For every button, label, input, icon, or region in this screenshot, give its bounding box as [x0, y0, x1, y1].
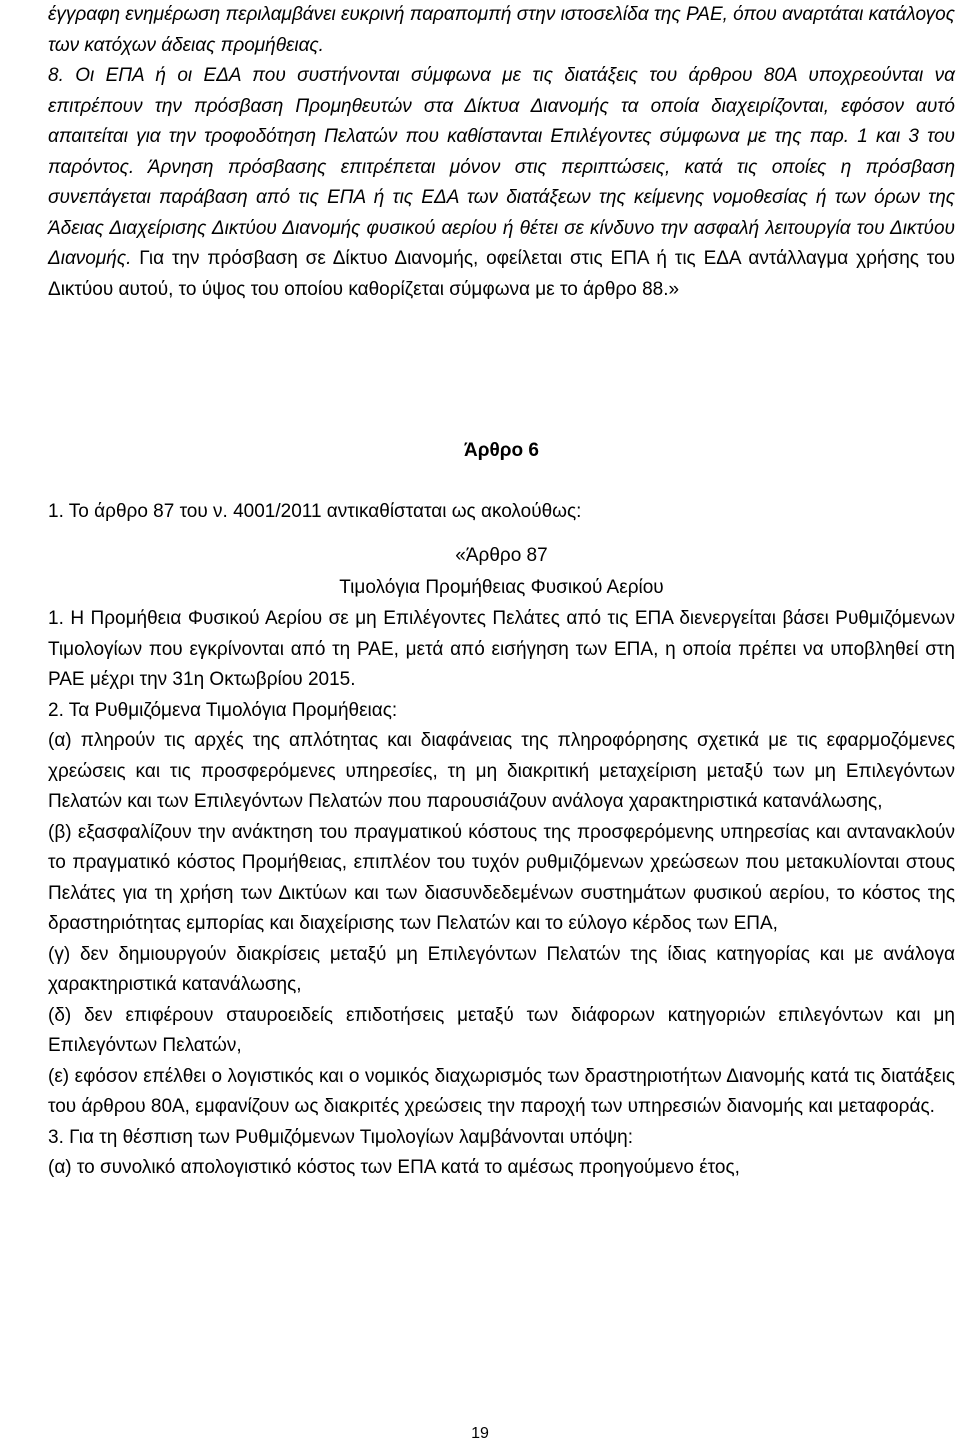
- paragraph-3-intro: 3. Για τη θέσπιση των Ρυθμιζόμενων Τιμολογίων λαμβάνονται υπόψη:: [48, 1126, 633, 1148]
- top-text-block: [48, 0, 955, 305]
- paragraph-2-item-c: (γ) δεν δημιουργούν διακρίσεις μεταξύ μη Επιλεγόντων Πελατών της ίδιας κατηγορίας και με ανάλογα χαρακτηριστικά κατανάλωσης,: [48, 943, 955, 995]
- amendment-line: 1. Το άρθρο 87 του ν. 4001/2011 αντικαθίσταται ως ακολούθως:: [48, 501, 582, 522]
- paragraph-3-item-a: (α) το συνολικό απολογιστικό κόστος των ΕΠΑ κατά το αμέσως προηγούμενο έτος,: [48, 1157, 740, 1178]
- inner-article-number: «Άρθρο 87: [455, 545, 548, 566]
- paragraph-2-item-d: (δ) δεν επιφέρουν σταυροειδείς επιδοτήσεις μεταξύ των διάφορων κατηγοριών επιλεγόντων και μη Επιλεγόντων Πελατών,: [48, 1004, 955, 1056]
- paragraph-2-intro: 2. Τα Ρυθμιζόμενα Τιμολόγια Προμήθειας:: [48, 699, 398, 721]
- paragraph-8-italic-text: 8. Οι ΕΠΑ ή οι ΕΔΑ που συστήνονται σύμφωνα με τις διατάξεις του άρθρου 80Α υποχρεούνται να επιτρέπουν την πρόσβαση Προμηθευτών στα Δίκτυα Διανομής τα οποία διαχειρίζονται, εφόσον αυτό απαιτείται για την τροφοδότηση Πελατών που καθίστανται Επιλέγοντες σύμφωνα με της παρ. 1 και 3 του παρόντος. Άρνηση πρόσβασης επιτρέπεται μόνον στις περιπτώσεις, κατά τις οποίες η πρόσβαση συνεπάγεται παράβαση από τις ΕΠΑ ή τις ΕΔΑ των διατάξεων της κείμενης νομοθεσίας ή των όρων της Άδειας Διαχείρισης Δικτύου Διανομής φυσικού αερίου ή θέτει σε κίνδυνο την ασφαλή λειτουργία του Δικτύου Διανομής.: [48, 65, 955, 269]
- paragraph-7-continuation: έγγραφη ενημέρωση περιλαμβάνει ευκρινή παραπομπή στην ιστοσελίδα της ΡΑΕ, όπου αναρτάται κατάλογος των κατόχων άδειας προμήθειας.: [48, 4, 955, 56]
- paragraph-2-item-e: (ε) εφόσον επέλθει ο λογιστικός και ο νομικός διαχωρισμός των δραστηριοτήτων Διανομής κατά τις διατάξεις του άρθρου 80Α, εμφανίζουν ως διακριτές χρεώσεις την παροχή των υπηρεσιών διανομής και μεταφοράς.: [48, 1065, 955, 1117]
- paragraph-1: 1. Η Προμήθεια Φυσικού Αερίου σε μη Επιλέγοντες Πελάτες από τις ΕΠΑ διενεργείται βάσει Ρυθμιζόμενων Τιμολογίων που εγκρίνονται από τη ΡΑΕ, μετά από εισήγηση των ΕΠΑ, η οποία πρέπει να υποβληθεί στη ΡΑΕ μέχρι την 31η Οκτωβρίου 2015.: [48, 608, 955, 690]
- article-heading: Άρθρο 6: [464, 440, 539, 461]
- page-number: 19: [471, 1425, 489, 1442]
- paragraph-2-item-a: (α) πληρούν τις αρχές της απλότητας και διαφάνειας της πληροφόρησης σχετικά με τις εφαρμοζόμενες χρεώσεις και τις προσφερόμενες υπηρεσίες, τη μη διακριτική μεταχείριση μεταξύ των μη Επιλεγόντων Πελατών και των Επιλεγόντων Πελατών που παρουσιάζουν ανάλογα χαρακτηριστικά κατανάλωσης,: [48, 730, 955, 812]
- paragraph-2-item-b: (β) εξασφαλίζουν την ανάκτηση του πραγματικού κόστους της προσφερόμενης υπηρεσίας και αντανακλούν το πραγματικό κόστος Προμήθειας, επιπλέον του τυχόν ρυθμιζόμενων χρεώσεων που μετακυλίονται στους Πελάτες για τη χρήση των Δικτύων και των διασυνδεδεμένων συστημάτων φυσικού αερίου, το κόστος της δραστηριότητας εμπορίας και διαχείρισης των Πελατών και το εύλογο κέρδος των ΕΠΑ,: [48, 821, 955, 934]
- article-body: [48, 604, 955, 1184]
- paragraph-8: [48, 61, 955, 305]
- inner-article-title: Τιμολόγια Προμήθειας Φυσικού Αερίου: [339, 577, 664, 598]
- paragraph-8-plain-text: Για την πρόσβαση σε Δίκτυο Διανομής, οφείλεται στις ΕΠΑ ή τις ΕΔΑ αντάλλαγμα χρήσης του Δικτύου αυτού, το ύψος του οποίου καθορίζεται σύμφωνα με το άρθρο 88.»: [48, 248, 955, 300]
